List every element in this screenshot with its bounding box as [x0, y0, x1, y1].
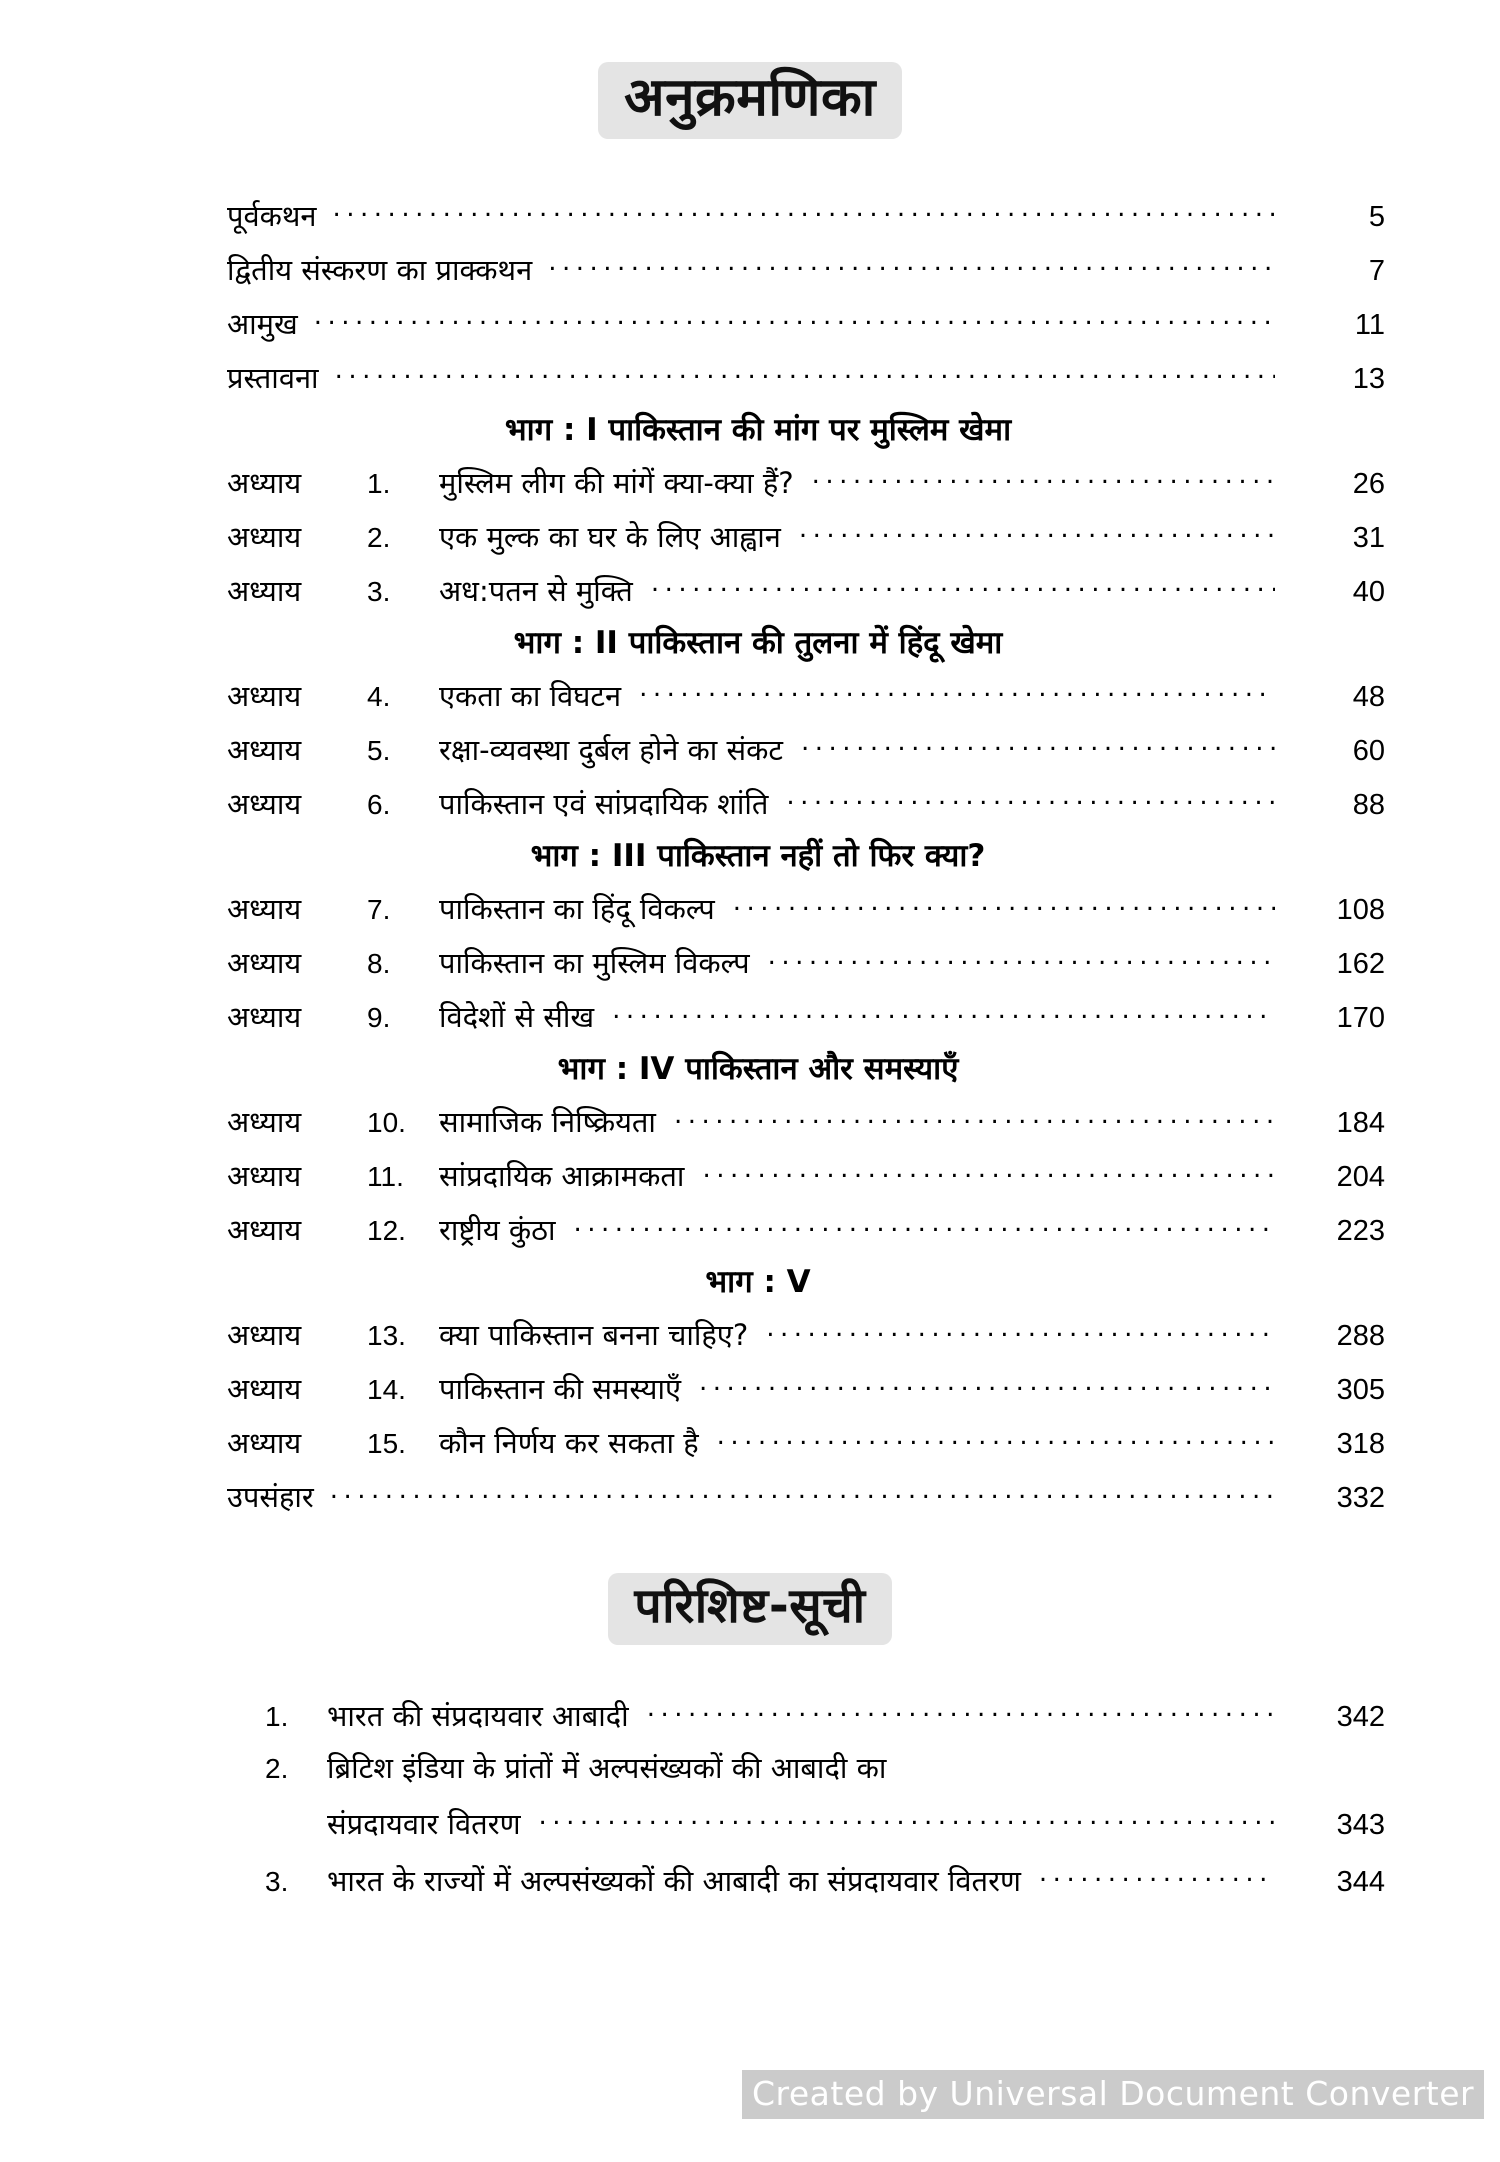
- dot-leader: [702, 1157, 1275, 1186]
- toc-entry-front-2[interactable]: [227, 251, 1385, 286]
- appendix-item-page: 343: [1336, 1808, 1385, 1841]
- chapter-label: अध्याय: [227, 892, 302, 927]
- chapter-number: 13.: [367, 1320, 406, 1352]
- toc-entry-page: 88: [1352, 789, 1385, 822]
- chapter-label: अध्याय: [227, 1105, 302, 1140]
- toc-entry-title: द्वितीय संस्करण का प्राक्कथन: [227, 252, 533, 287]
- toc-entry-page: 11: [1354, 308, 1385, 341]
- dot-leader: [335, 359, 1275, 388]
- appendix-list: [115, 1697, 1385, 1897]
- toc-entry-chapter-9[interactable]: [227, 998, 1385, 1033]
- toc-entry-title: राष्ट्रीय कुंठा: [439, 1213, 556, 1248]
- chapter-number: 3.: [367, 576, 391, 608]
- toc-entry-title: पाकिस्तान का हिंदू विकल्प: [439, 892, 715, 927]
- dot-leader: [1039, 1862, 1275, 1891]
- toc-entry-chapter-5[interactable]: [227, 731, 1385, 766]
- chapter-number: 10.: [367, 1107, 406, 1139]
- appendix-title: [0, 1573, 1500, 1644]
- chapter-number: 2.: [367, 522, 391, 554]
- dot-leader: [786, 785, 1275, 814]
- toc-entry-page: 332: [1336, 1482, 1385, 1515]
- appendix-item-page: 342: [1336, 1700, 1385, 1733]
- toc-entry-epilogue[interactable]: [227, 1478, 1385, 1513]
- toc-entry-title: पाकिस्तान की समस्याएँ: [439, 1372, 681, 1407]
- toc-entry-chapter-6[interactable]: [227, 785, 1385, 820]
- chapter-number: 11.: [367, 1161, 404, 1193]
- chapter-label: अध्याय: [227, 466, 302, 501]
- chapter-number: 6.: [367, 789, 391, 821]
- dot-leader: [766, 1316, 1275, 1345]
- dot-leader: [699, 1370, 1275, 1399]
- appendix-item-number: 1.: [265, 1700, 289, 1732]
- toc-entry-chapter-10[interactable]: [227, 1103, 1385, 1138]
- toc-heading-text: अनुक्रमणिका: [598, 62, 902, 139]
- toc-entry-title: क्या पाकिस्तान बनना चाहिए?: [439, 1318, 749, 1353]
- toc-entry-title: प्रस्तावना: [227, 360, 319, 395]
- chapter-label: अध्याय: [227, 574, 302, 609]
- toc-entry-chapter-15[interactable]: [227, 1424, 1385, 1459]
- toc-entry-page: 305: [1336, 1374, 1385, 1407]
- toc-entry-title: उपसंहार: [227, 1480, 314, 1515]
- appendix-item-title-continued: संप्रदायवार वितरण: [327, 1806, 521, 1841]
- appendix-item-number: 3.: [265, 1865, 289, 1897]
- chapter-label: अध्याय: [227, 946, 302, 981]
- dot-leader: [314, 305, 1275, 334]
- chapter-label: अध्याय: [227, 1000, 302, 1035]
- dot-leader: [548, 251, 1275, 280]
- dot-leader: [768, 944, 1275, 973]
- appendix-heading-text: परिशिष्ट-सूची: [608, 1573, 891, 1644]
- toc-entry-page: 108: [1336, 894, 1385, 927]
- chapter-number: 4.: [367, 681, 391, 713]
- chapter-number: 7.: [367, 894, 391, 926]
- toc-entry-chapter-1[interactable]: [227, 464, 1385, 499]
- appendix-item-page: 344: [1336, 1865, 1385, 1898]
- chapter-number: 15.: [367, 1428, 406, 1460]
- chapter-number: 9.: [367, 1002, 391, 1034]
- watermark-text: Created by Universal Document Converter: [742, 2070, 1484, 2119]
- part-heading-1: भाग : I पाकिस्तान की मांग पर मुस्लिम खेमा: [504, 411, 1012, 448]
- document-page: [0, 62, 1500, 2162]
- toc-entry-page: 7: [1368, 254, 1385, 287]
- chapter-label: अध्याय: [227, 1426, 302, 1461]
- toc-entry-title: आमुख: [227, 306, 298, 341]
- dot-leader: [799, 518, 1275, 547]
- page-title: [0, 62, 1500, 139]
- toc-entry-title: विदेशों से सीख: [439, 1000, 595, 1035]
- toc-entry-page: 5: [1368, 200, 1385, 233]
- toc-entry-page: 170: [1336, 1002, 1385, 1035]
- toc-entry-chapter-11[interactable]: [227, 1157, 1385, 1192]
- toc-entry-title: पाकिस्तान एवं सांप्रदायिक शांति: [439, 787, 769, 822]
- toc-entry-page: 288: [1336, 1320, 1385, 1353]
- toc-entry-chapter-8[interactable]: [227, 944, 1385, 979]
- chapter-label: अध्याय: [227, 787, 302, 822]
- toc-entry-page: 31: [1352, 522, 1385, 555]
- dot-leader: [801, 731, 1275, 760]
- chapter-number: 1.: [367, 468, 391, 500]
- dot-leader: [539, 1805, 1275, 1834]
- chapter-label: अध्याय: [227, 520, 302, 555]
- toc-entry-title: अध:पतन से मुक्ति: [439, 574, 633, 609]
- toc-entry-chapter-12[interactable]: [227, 1211, 1385, 1246]
- toc-entry-title: सामाजिक निष्क्रियता: [439, 1105, 656, 1140]
- toc-entry-chapter-14[interactable]: [227, 1370, 1385, 1405]
- chapter-number: 8.: [367, 948, 391, 980]
- toc-entry-page: 223: [1336, 1215, 1385, 1248]
- dot-leader: [333, 197, 1276, 226]
- toc-entry-title: कौन निर्णय कर सकता है: [439, 1426, 699, 1461]
- toc-entry-page: 184: [1336, 1107, 1385, 1140]
- toc-entry-title: रक्षा-व्यवस्था दुर्बल होने का संकट: [439, 733, 784, 768]
- toc-entry-page: 318: [1336, 1428, 1385, 1461]
- toc-entry-page: 26: [1352, 468, 1385, 501]
- dot-leader: [612, 998, 1275, 1027]
- dot-leader: [717, 1424, 1275, 1453]
- appendix-item-3[interactable]: [265, 1862, 1385, 1897]
- dot-leader: [812, 464, 1275, 493]
- table-of-contents: [115, 197, 1385, 1513]
- toc-entry-chapter-4[interactable]: [227, 677, 1385, 712]
- appendix-item-2-continued[interactable]: [265, 1805, 1385, 1840]
- dot-leader: [639, 677, 1275, 706]
- toc-entry-page: 204: [1336, 1161, 1385, 1194]
- appendix-item-title: ब्रिटिश इंडिया के प्रांतों में अल्पसंख्यकों की आबादी का: [327, 1750, 887, 1785]
- toc-entry-chapter-13[interactable]: [227, 1316, 1385, 1351]
- chapter-label: अध्याय: [227, 733, 302, 768]
- chapter-number: 5.: [367, 735, 391, 767]
- toc-entry-chapter-2[interactable]: [227, 518, 1385, 553]
- dot-leader: [647, 1697, 1275, 1726]
- chapter-label: अध्याय: [227, 679, 302, 714]
- dot-leader: [330, 1478, 1275, 1507]
- chapter-label: अध्याय: [227, 1159, 302, 1194]
- toc-entry-chapter-3[interactable]: [227, 572, 1385, 607]
- toc-entry-title: पाकिस्तान का मुस्लिम विकल्प: [439, 946, 750, 981]
- toc-entry-page: 162: [1336, 948, 1385, 981]
- toc-entry-page: 40: [1352, 576, 1385, 609]
- toc-entry-title: सांप्रदायिक आक्रामकता: [439, 1159, 685, 1194]
- chapter-label: अध्याय: [227, 1213, 302, 1248]
- dot-leader: [674, 1103, 1275, 1132]
- appendix-item-number: 2.: [265, 1752, 289, 1784]
- toc-entry-front-4[interactable]: [227, 359, 1385, 394]
- dot-leader: [574, 1211, 1276, 1240]
- part-heading-5: भाग : V: [705, 1264, 811, 1301]
- toc-entry-title: पूर्वकथन: [227, 198, 317, 233]
- appendix-item-title: भारत की संप्रदायवार आबादी: [327, 1698, 629, 1733]
- chapter-label: अध्याय: [227, 1372, 302, 1407]
- appendix-item-2[interactable]: [265, 1750, 1385, 1785]
- toc-entry-page: 60: [1352, 735, 1385, 768]
- chapter-label: अध्याय: [227, 1318, 302, 1353]
- toc-entry-page: 48: [1352, 681, 1385, 714]
- chapter-number: 12.: [367, 1215, 406, 1247]
- dot-leader: [733, 890, 1275, 919]
- appendix-item-1[interactable]: [265, 1697, 1385, 1732]
- toc-entry-front-3[interactable]: [227, 305, 1385, 340]
- toc-entry-title: मुस्लिम लीग की मांगें क्या-क्या हैं?: [439, 466, 794, 501]
- toc-entry-chapter-7[interactable]: [227, 890, 1385, 925]
- part-heading-3: भाग : III पाकिस्तान नहीं तो फिर क्या?: [530, 838, 986, 875]
- part-heading-4: भाग : IV पाकिस्तान और समस्याएँ: [557, 1051, 959, 1088]
- toc-entry-title: एकता का विघटन: [439, 679, 622, 714]
- part-heading-2: भाग : II पाकिस्तान की तुलना में हिंदू खेमा: [513, 625, 1003, 662]
- appendix-item-title: भारत के राज्यों में अल्पसंख्यकों की आबादी का संप्रदायवार वितरण: [327, 1863, 1021, 1898]
- dot-leader: [651, 572, 1275, 601]
- chapter-number: 14.: [367, 1374, 406, 1406]
- toc-entry-title: एक मुल्क का घर के लिए आह्वान: [439, 520, 781, 555]
- toc-entry-page: 13: [1352, 362, 1385, 395]
- toc-entry-front-1[interactable]: [227, 197, 1385, 232]
